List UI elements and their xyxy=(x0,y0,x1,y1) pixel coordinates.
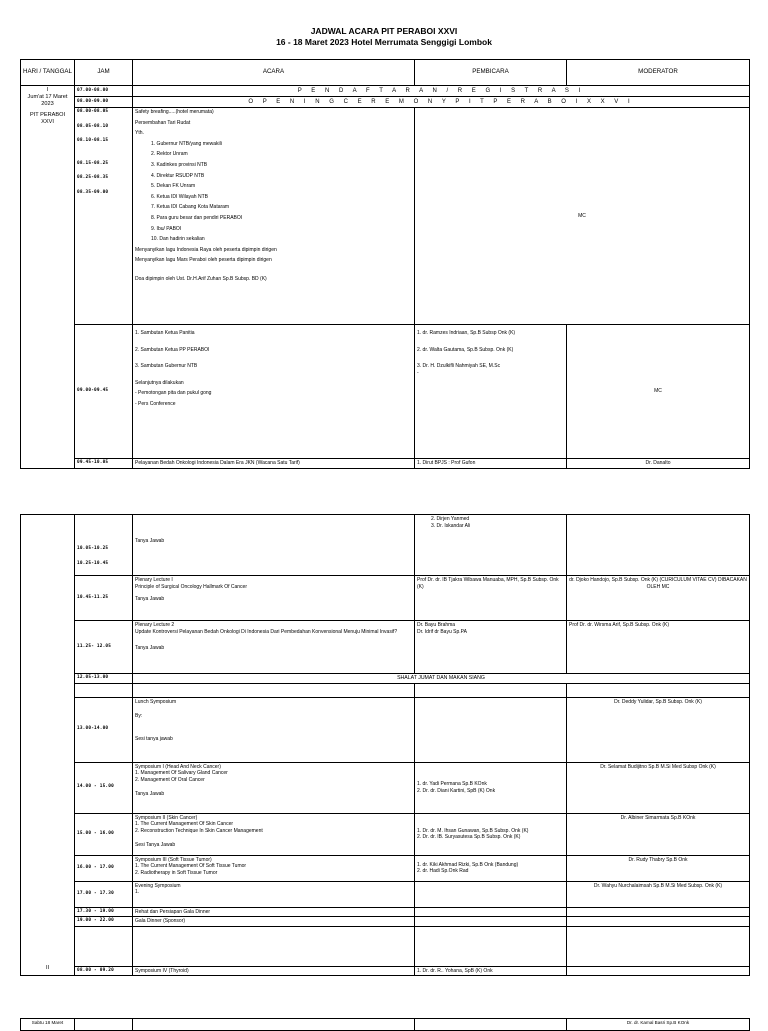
time-item: 08.25-08.35 xyxy=(77,175,109,181)
day-number: II xyxy=(45,964,50,971)
gala-speaker xyxy=(415,917,567,927)
yth-item: 4. Direktur RSUDP NTB xyxy=(151,172,205,179)
speaker-item: 1. Dr. dr. M. Ihsan Gunawan, Sp.B Subsp. Onk (K) xyxy=(417,827,529,834)
speeches-event xyxy=(133,325,415,459)
yth-item: 3. Kadinkes provinsi NTB xyxy=(151,161,208,168)
symposium-4-speaker: 1. Dr. dr. R.. Yohana, SpB (K) Onk xyxy=(415,966,567,976)
header-day: HARI / TANGGAL xyxy=(21,60,75,86)
day-place: PIT PERABOI XXVI xyxy=(29,112,66,125)
yth-item: 5. Dekan FK Unram xyxy=(151,183,196,190)
jkn-speakers-cont xyxy=(415,515,567,576)
time-item: 10.05-10.25 xyxy=(77,546,109,551)
qa-label: Tanya Jawab xyxy=(135,538,165,544)
day-number: I xyxy=(46,87,49,93)
page3-moderator: Dr. dr. Kamal Basri Sp.B KOnk xyxy=(567,1019,750,1031)
evening-item: 1. xyxy=(135,889,140,896)
speaker-item: 1. dr. Yadi Permana Sp.B KOnk xyxy=(417,781,487,787)
time-symposium-2: 15.00 - 16.00 xyxy=(75,813,133,855)
schedule-table-2 xyxy=(20,514,750,976)
speaker-item: 2. dr. Walta Gautama, Sp.B Subsp. Onk (K) xyxy=(417,346,514,353)
lunch-by: By: xyxy=(135,713,143,720)
qa-event xyxy=(133,515,415,576)
speaker-item: Dr. Idrif dr Bayu Sp.PA xyxy=(417,628,467,635)
spacer-moderator xyxy=(567,683,750,697)
time-gala: 19.00 - 22.00 xyxy=(75,917,133,927)
spacer-event xyxy=(133,683,415,697)
symposium-2-speakers xyxy=(415,813,567,855)
time-prayer: 12.05-13.00 xyxy=(75,674,133,684)
gala-moderator xyxy=(567,917,750,927)
page3-time xyxy=(75,1019,133,1031)
yth-item: 7. Ketua IDI Cabang Kota Mataram xyxy=(151,204,230,211)
speeches-speakers xyxy=(415,325,567,459)
qa-label: Tanya Jawab xyxy=(135,645,165,652)
header-speaker: PEMBICARA xyxy=(415,60,567,86)
lunch-moderator: Dr. Deddy Yulidar, Sp.B Subsp. Onk (K) xyxy=(567,697,750,762)
blank-time xyxy=(75,926,133,966)
time-evening: 17.00 - 17.30 xyxy=(75,881,133,907)
ceremony-line: Persembahan Tari Rudat xyxy=(135,119,191,126)
followup-line: - Pemotongan pita dan pukul gong xyxy=(135,390,212,397)
symposium-3-event xyxy=(133,855,415,881)
yth-item: 1. Gubernur NTB/yang mewakili xyxy=(151,140,222,147)
lunch-speaker xyxy=(415,697,567,762)
time-item: 08.15-08.25 xyxy=(77,160,109,166)
prayer-line: Doa dipimpin oleh Ust. Dr.H.Arif Zuhan Sp.B Subsp. BD (K) xyxy=(135,275,267,282)
symposium-line: Symposium I (Head And Neck Cancer) xyxy=(135,763,221,770)
qa-label: Tanya Jawab xyxy=(135,791,165,798)
speaker-item: 2. dr. Hadi Sp.Onk Rad xyxy=(417,868,469,875)
qa-label: Sesi tanya jawab xyxy=(135,735,173,742)
plenary-2-speakers xyxy=(415,621,567,674)
speaker-item: - xyxy=(417,369,419,376)
schedule-table-3 xyxy=(20,1018,750,1031)
mc-label: MC xyxy=(578,212,586,219)
header-event: ACARA xyxy=(133,60,415,86)
plenary-title: Plenary Lecture 2 xyxy=(135,622,175,628)
qa-label: Tanya Jawab xyxy=(135,596,165,603)
yth-item: 9. Ibu/ PABOI xyxy=(151,225,182,232)
header-time: JAM xyxy=(75,60,133,86)
time-item: 08.35-09.00 xyxy=(77,189,109,195)
page-title xyxy=(0,26,768,48)
evening-moderator: Dr. Wahyu Nurchalaimsah Sp.B M.Si Med Subsp. Onk (K) xyxy=(567,881,750,907)
plenary-topic: Update Kontroversi Pelayanan Bedah Onkologi Di Indonesia Dari Pembedahan Konvensional Menuju Minimal Invasif? xyxy=(135,628,398,635)
time-registration: 07.00-08.00 xyxy=(75,86,133,97)
followup-line: Selanjutnya dilakukan xyxy=(135,379,184,386)
speech-item: 2. Sambutan Ketua PP PERABOI xyxy=(135,346,210,353)
plenary-1-event xyxy=(133,576,415,621)
blank-moderator xyxy=(567,926,750,966)
time-item: 08.10-08.15 xyxy=(77,138,109,144)
jkn-speaker: 1. Dirut BPJS : Prof Gufon xyxy=(415,459,567,469)
anthem-line: Menyanyikan lagu Indonesia Raya oleh peserta dipimpin dirigen xyxy=(135,246,277,253)
title-line-1: JADWAL ACARA PIT PERABOI XXVI xyxy=(310,26,458,36)
day-date: Jum'at 17 Maret 2023 xyxy=(27,94,68,107)
symposium-1-event xyxy=(133,762,415,813)
speech-item: 1. Sambutan Ketua Panitia xyxy=(135,330,195,336)
time-lunch: 13.00-14.00 xyxy=(75,697,133,762)
blank-event xyxy=(133,926,415,966)
symposium-line: 2. Radiotherapy in Soft Tissue Tumor xyxy=(135,869,218,876)
time-plenary-2: 11.25- 12.05 xyxy=(75,621,133,674)
rest-event: Rehat dan Persiapan Gala Dinner xyxy=(133,907,415,917)
mc-label: MC xyxy=(654,388,662,395)
speaker-item: 3. Dr. H. Dzulkifli Nahmiyah SE, M.Sc xyxy=(417,363,501,370)
plenary-1-speaker: Prof Dr. dr. IB Tjakra Wibawa Manuaba, MPH, Sp.B Subsp. Onk (K) xyxy=(415,576,567,621)
rest-moderator xyxy=(567,907,750,917)
speaker-item: 2. Dr. dr. Diani Kartini, SpB (K) Onk xyxy=(417,787,496,794)
jkn-moderator: Dr. Danalto xyxy=(567,459,750,469)
symposium-4-event: Symposium IV (Thyroid) xyxy=(133,966,415,976)
speeches-moderator xyxy=(567,325,750,459)
day-cell xyxy=(21,86,75,469)
symposium-1-speakers xyxy=(415,762,567,813)
plenary-title: Plenary Lecture I xyxy=(135,577,173,583)
time-rest: 17.30 - 19.00 xyxy=(75,907,133,917)
ceremony-event xyxy=(133,108,415,325)
day-cell-2 xyxy=(21,515,75,976)
time-item: 10.25-10.45 xyxy=(77,560,109,566)
speaker-item: 1. dr. Kiki Akhmad Rizki, Sp.B Onk (Bandung) xyxy=(417,861,519,868)
symposium-line: Symposium II (Skin Cancer) xyxy=(135,814,198,821)
opening-ceremony-row: O P E N I N G C E R E M O N Y P I T P E R A B O I X X V I xyxy=(133,97,750,108)
evening-title: Evening Symposium xyxy=(135,882,181,889)
ceremony-line: Yth. xyxy=(135,130,144,137)
symposium-2-moderator: Dr. Albiner Simarmata Sp.B KOnk xyxy=(567,813,750,855)
symposium-1-moderator: Dr. Selamat Budijitno Sp.B M.Si Med Subsp Onk (K) xyxy=(567,762,750,813)
schedule-table-1 xyxy=(20,59,750,469)
symposium-line: 2. Reconstruction Technique In Skin Cancer Management xyxy=(135,827,263,834)
symposium-line: 1. The Current Management Of Skin Cancer xyxy=(135,821,234,828)
spacer-speaker xyxy=(415,683,567,697)
plenary-topic: Principle of Surgical Oncology Hallmark Of Cancer xyxy=(135,583,247,590)
plenary-2-moderator: Prof Dr. dr. Wirsma Arif, Sp.B Subsp. Onk (K) xyxy=(567,621,750,674)
time-plenary-1: 10.45-11.25 xyxy=(75,576,133,621)
symposium-line: Symposium III (Soft Tissue Tumor) xyxy=(135,856,212,863)
qa-times xyxy=(75,515,133,576)
spacer-time xyxy=(75,683,133,697)
rest-speaker xyxy=(415,907,567,917)
day-date-3: Sabtu 18 Maret xyxy=(21,1019,75,1031)
page3-event xyxy=(133,1019,415,1031)
time-item: 08.05-08.10 xyxy=(77,123,109,129)
ceremony-line: Safety breafing.....(hotel merumata) xyxy=(135,109,214,115)
yth-item: 8. Para guru besar dan pendiri PERABOI xyxy=(151,214,243,221)
ceremony-mc xyxy=(415,108,750,325)
lunch-event xyxy=(133,697,415,762)
time-symposium-3: 16.00 - 17.00 xyxy=(75,855,133,881)
qa-label: Sesi Tanya Jawab xyxy=(135,842,176,849)
symposium-2-event xyxy=(133,813,415,855)
yth-item: 2. Rektor Unram xyxy=(151,151,188,158)
yth-item: 6. Ketua IDI Wilayah NTB xyxy=(151,193,208,200)
registration-row: P E N D A F T A R A N / R E G I S T R A S I xyxy=(133,86,750,97)
speaker-item: 3. Dr. Iskandar Ali xyxy=(431,522,471,529)
header-moderator: MODERATOR xyxy=(567,60,750,86)
plenary-2-event xyxy=(133,621,415,674)
gala-event: Gala Dinner (Sponsor) xyxy=(133,917,415,927)
symposium-line: 1. Management Of Salivary Gland Cancer xyxy=(135,770,228,777)
page3-speaker xyxy=(415,1019,567,1031)
time-speeches: 09.00-09.45 xyxy=(75,325,133,459)
time-symposium-1: 14.00 - 15.00 xyxy=(75,762,133,813)
symposium-line: 1. The Current Management Of Soft Tissue Tumor xyxy=(135,863,247,870)
plenary-1-moderator: dr. Djoko Handojo, Sp.B Subsp. Onk (K) (CURICULUM VITAE CV) DIBACAKAN OLEH MC xyxy=(567,576,750,621)
speaker-item: Dr. Bayu Brahma xyxy=(417,622,456,628)
qa-moderator xyxy=(567,515,750,576)
followup-line: - Pers Conference xyxy=(135,400,176,407)
time-item: 08.00-08.05 xyxy=(77,109,109,114)
speech-item: 3. Sambutan Gubernur NTB xyxy=(135,363,198,370)
symposium-line: 2. Management Of Oral Cancer xyxy=(135,776,205,783)
ceremony-times xyxy=(75,108,133,325)
symposium-3-speakers xyxy=(415,855,567,881)
title-line-2: 16 - 18 Maret 2023 Hotel Merrumata Senggigi Lombok xyxy=(276,37,492,47)
blank-speaker xyxy=(415,926,567,966)
time-jkn: 09.45-10.05 xyxy=(75,459,133,469)
anthem-line: Menyanyikan lagu Mars Peraboi oleh peserta dipimpin dirigen xyxy=(135,257,272,264)
speaker-item: 2. Dirjen Yanmed xyxy=(431,516,470,522)
evening-speaker xyxy=(415,881,567,907)
speaker-item: 2. Dr. dr. IB. Suryasutesa Sp.B Subsp. Onk (K) xyxy=(417,834,521,841)
prayer-break-row: SHALAT JUMAT DAN MAKAN SIANG xyxy=(133,674,750,684)
evening-event xyxy=(133,881,415,907)
yth-item: 10. Dan hadirin sekalian xyxy=(151,236,205,243)
symposium-3-moderator: Dr. Rudy Thabry Sp.B Onk xyxy=(567,855,750,881)
time-symposium-4: 08.00 - 09.20 xyxy=(75,966,133,976)
speaker-item: 1. dr. Ramzes Indriaan, Sp.B Subsp Onk (K) xyxy=(417,330,516,336)
lunch-title: Lunch Symposium xyxy=(135,698,177,705)
symposium-4-moderator xyxy=(567,966,750,976)
time-opening: 08.00-09.00 xyxy=(75,97,133,108)
jkn-event: Pelayanan Bedah Onkologi Indonesia Dalam Era JKN (Wacana Satu Tarif) xyxy=(133,459,415,469)
